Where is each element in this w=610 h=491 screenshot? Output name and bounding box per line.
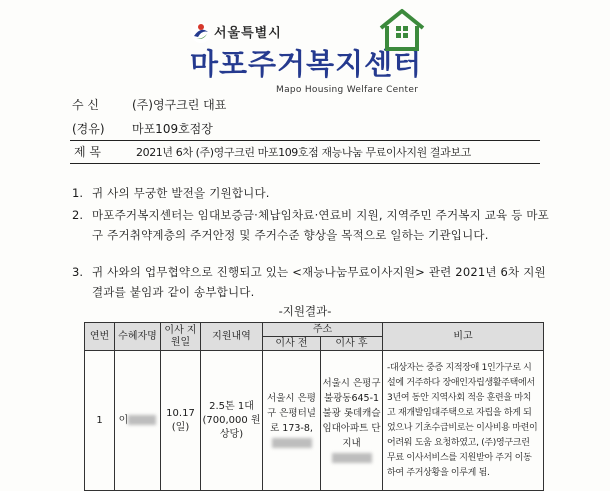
row-detail: 2.5톤 1대 (700,000 원 상당)	[201, 351, 263, 491]
header-no: 연번	[85, 323, 115, 351]
row-address-after	[321, 351, 383, 491]
house-icon	[378, 8, 426, 52]
table-caption: -지원결과-	[278, 304, 332, 318]
org-name-en: Mapo Housing Welfare Center	[276, 85, 419, 95]
via-row	[72, 120, 213, 137]
org-name: 마포주거복지센터	[190, 47, 423, 81]
row-date: 10.17 (일)	[161, 351, 201, 491]
paragraph-text: 마포주거복지센터는 임대보증금·체납임차료·연료비 지원, 지역주민 주거복지 교육 등 마포구 주거취약계층의 주거안정 및 주거수준 향상을 목적으로 일하는 기관입니다.	[92, 208, 549, 242]
address-before-text: 서울시 은평구 은평터널로 173-8,	[267, 392, 316, 434]
result-table	[84, 322, 544, 491]
subject-label: 제 목	[74, 145, 101, 159]
address-after-text: 서울시 은평구 불광동645-1 불광 롯데캐슬 임대아파트 단지내	[322, 377, 381, 449]
row-note: -대상자는 중증 지적장애 1인가구로 시설에 거주하다 장애인자립생활주택에서 3년여 동안 지역사회 적응 훈련을 마치고 재개발임대주택으로 자립을 하게 되었으나 기초수급비로는 이사비용 마련이 어려워 도움 요청하였고, (주)영구크린 무료 이사서비스를 지원받아 주거 이동하여 주거상황을 이루게 됨.	[383, 351, 544, 491]
header-date: 이사 지원일	[161, 323, 201, 351]
redacted-name	[128, 415, 156, 425]
paragraph-text: 귀 사와의 업무협약으로 진행되고 있는 <재능나눔무료이사지원> 관련 2021년 6차 지원 결과를 붙임과 같이 송부합니다.	[92, 265, 546, 299]
paragraph-number: 3.	[72, 265, 83, 279]
row-name	[115, 351, 161, 491]
paragraph-text: 귀 사의 무궁한 발전을 기원합니다.	[92, 186, 270, 200]
via-value: 마포109호점장	[132, 122, 213, 136]
paragraph-number: 1.	[72, 186, 83, 200]
header-address: 주소	[263, 323, 383, 337]
header-name: 수혜자명	[115, 323, 161, 351]
paragraph-2	[72, 205, 550, 245]
name-prefix: 이	[118, 414, 129, 426]
header-detail: 지원내역	[201, 323, 263, 351]
header-before: 이사 전	[263, 337, 321, 351]
row-address-before	[263, 351, 321, 491]
header-note: 비고	[383, 323, 544, 351]
redacted-address	[332, 453, 372, 463]
to-value: (주)영구크린 대표	[132, 98, 227, 112]
header-after: 이사 후	[321, 337, 383, 351]
paragraph-1	[72, 183, 550, 203]
seoul-seal-icon	[190, 22, 212, 44]
paragraph-3	[72, 262, 550, 302]
table-row	[85, 351, 544, 491]
to-label: 수 신	[72, 98, 99, 112]
paragraph-number: 2.	[72, 208, 83, 222]
addressee-row	[72, 96, 226, 113]
city-name: 서울특별시	[214, 26, 282, 41]
subject-value: 2021년 6차 (주)영구크린 마포109호점 재능나눔 무료이사지원 결과보고	[136, 146, 471, 159]
via-label: (경유)	[72, 122, 105, 136]
row-no: 1	[85, 351, 115, 491]
redacted-address	[272, 438, 312, 448]
subject-row	[70, 140, 540, 164]
